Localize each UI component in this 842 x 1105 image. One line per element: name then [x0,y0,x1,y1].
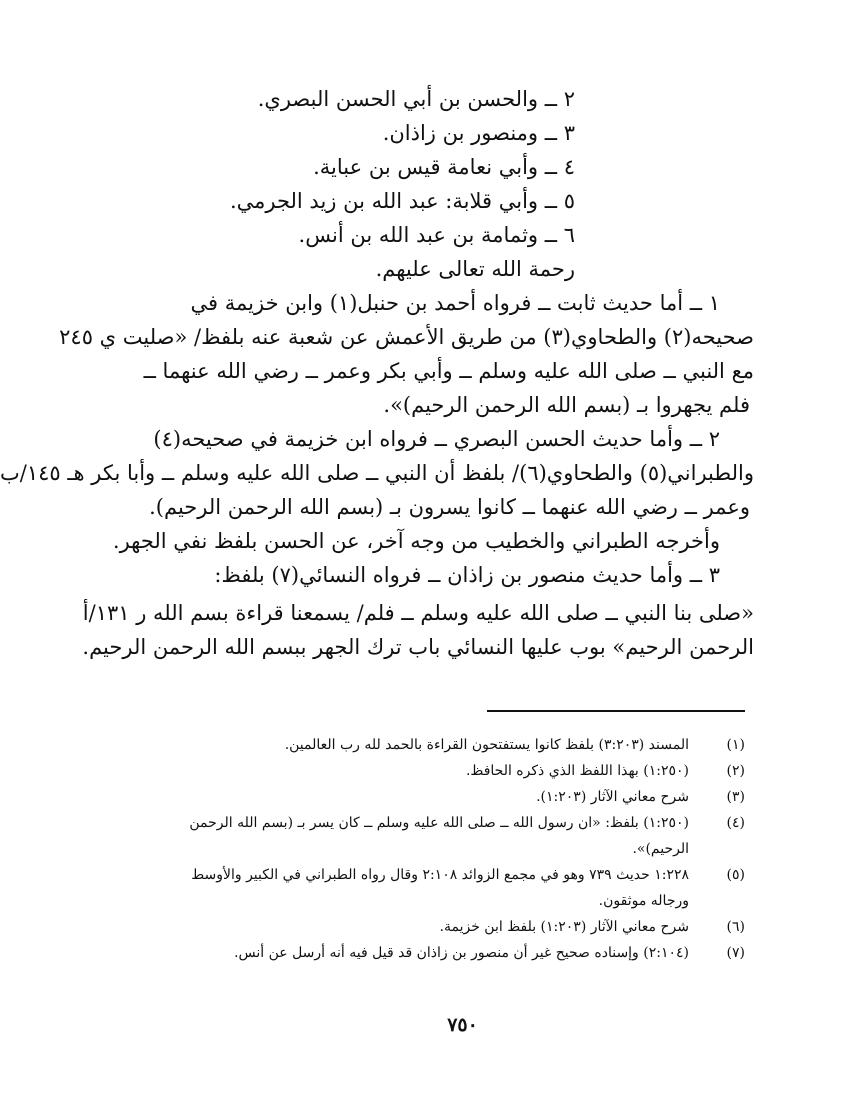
body-line: ٣ ــ وأما حديث منصور بن زاذان ــ فرواه النسائي(٧) بلفظ: [214,563,720,587]
footnote-continuation: ورجاله موثقون. [598,893,689,909]
footnote [143,810,745,836]
body-line: ٢ ــ وأما حديث الحسن البصري ــ فرواه ابن خزيمة في صحيحه(٤) [153,427,720,451]
body-line: ٤ ــ وأبي نعامة قيس بن عباية. [313,155,575,179]
footnote [143,784,745,810]
body-line: وعمر ــ رضي الله عنهما ــ كانوا يسرون بـ (بسم الله الرحمن الرحيم). [149,495,750,519]
footnote [143,914,745,940]
body-line: ١ ــ أما حديث ثابت ــ فرواه أحمد بن حنبل(١) وابن خزيمة في [190,291,720,315]
footnote [143,940,745,966]
footnote-number: (٢) [726,763,745,779]
footnote-continuation: الرحيم)». [632,841,689,857]
body-line: فلم يجهروا بـ (بسم الله الرحمن الرحيم)». [383,393,750,417]
footnote-text: شرح معاني الآثار (١:٢٠٣). [536,789,689,805]
body-line: والطبراني(٥) والطحاوي(٦)/ بلفظ أن النبي ــ صلى الله عليه وسلم ــ وأبا بكر هـ ١٤٥/ب [0,461,754,485]
body-line: مع النبي ــ صلى الله عليه وسلم ــ وأبي بكر وعمر ــ رضي الله عنهما ــ [143,359,754,383]
body-line: «صلى بنا النبي ــ صلى الله عليه وسلم ــ فلم/ يسمعنا قراءة بسم الله ر ١٣١/أ [82,601,754,625]
footnote-number: (٥) [726,867,745,883]
footnote-text: (١:٢٥٠) بلفظ: «ان رسول الله ــ صلى الله عليه وسلم ــ كان يسر بـ (بسم الله الرحمن [189,815,689,831]
footnote-number: (٧) [726,945,745,961]
body-line: الرحمن الرحيم» بوب عليها النسائي باب ترك الجهر ببسم الله الرحمن الرحيم. [82,635,754,659]
footnote-text: ١:٢٢٨ حديث ٧٣٩ وهو في مجمع الزوائد ٢:١٠٨ وقال رواه الطبراني في الكبير والأوسط [191,867,689,883]
footnote-text: (٢:١٠٤) وإسناده صحيح غير أن منصور بن زاذان قد قيل فيه أنه أرسل عن أنس. [234,945,689,961]
footnote-text: (١:٢٥٠) بهذا اللفظ الذي ذكره الحافظ. [465,763,689,779]
footnote-text: المسند (٣:٢٠٣) بلفظ كانوا يستفتحون القراءة بالحمد لله رب العالمين. [284,737,689,753]
footnote-number: (١) [726,737,745,753]
body-line: ٢ ــ والحسن بن أبي الحسن البصري. [257,87,575,111]
footnote [143,758,745,784]
footnote-number: (٤) [726,815,745,831]
body-line: ٦ ــ وثمامة بن عبد الله بن أنس. [298,223,575,247]
body-line: وأخرجه الطبراني والخطيب من وجه آخر، عن الحسن بلفظ نفي الجهر. [112,529,720,553]
footnote-number: (٣) [726,789,745,805]
footnote-number: (٦) [726,919,745,935]
footnote [143,862,745,888]
page-number: ٧٥٠ [447,1014,478,1036]
footnote-separator [487,710,745,712]
body-line: ٥ ــ وأبي قلابة: عبد الله بن زيد الجرمي. [229,189,575,213]
body-line: صحيحه(٢) والطحاوي(٣) من طريق الأعمش عن شعبة عنه بلفظ/ «صليت ي ٢٤٥ [59,325,754,349]
main-text [0,82,754,664]
body-line: ٣ ــ ومنصور بن زاذان. [382,121,575,145]
footnote-text: شرح معاني الآثار (١:٢٠٣) بلفظ ابن خزيمة. [439,919,689,935]
footnote [143,732,745,758]
body-line: رحمة الله تعالى عليهم. [375,257,575,281]
footnotes [143,732,745,966]
